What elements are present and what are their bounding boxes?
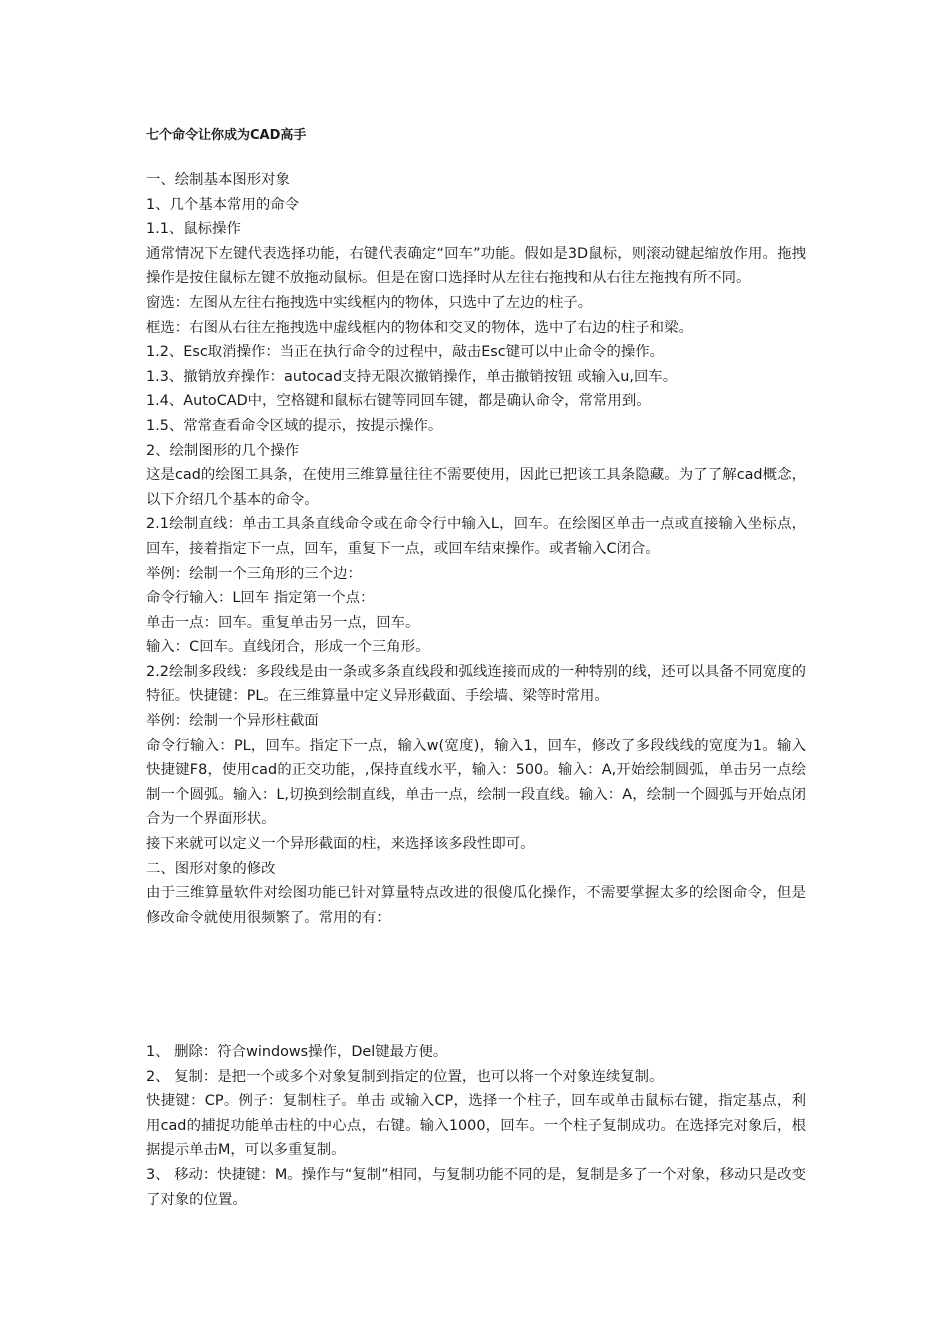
- section-heading: 一、绘制基本图形对象: [146, 172, 290, 188]
- subsection-heading: 2、绘制图形的几个操作: [146, 442, 300, 459]
- paragraph: 由于三维算量软件对绘图功能已针对算量特点改进的很傻瓜化操作，不需要掌握太多的绘图命令，但是修改命令就使用很频繁了。常用的有：: [146, 885, 806, 926]
- paragraph: 1.2、Esc取消操作：当正在执行命令的过程中，敲击Esc键可以中止命令的操作。: [146, 344, 665, 361]
- paragraph: 1.3、撤销放弃操作：autocad支持无限次撤销操作，单击撤销按钮 或输入u,回车。: [146, 368, 678, 385]
- list-item: 2、 复制：是把一个或多个对象复制到指定的位置，也可以将一个对象连续复制。: [146, 1068, 664, 1085]
- document-body-section-a: [146, 168, 806, 930]
- subsection-heading: 1.1、鼠标操作: [146, 221, 241, 238]
- document-title: 七个命令让你成为CAD高手: [146, 128, 307, 143]
- paragraph: 窗选：左图从左往右拖拽选中实线框内的物体，只选中了左边的柱子。: [146, 294, 593, 311]
- paragraph: 这是cad的绘图工具条，在使用三维算量往往不需要使用，因此已把该工具条隐藏。为了了解cad概念，以下介绍几个基本的命令。: [146, 467, 806, 508]
- section-heading: 二、图形对象的修改: [146, 860, 276, 877]
- paragraph: 2.1绘制直线：单击工具条直线命令或在命令行中输入L，回车。在绘图区单击一点或直接输入坐标点，回车，接着指定下一点，回车，重复下一点，或回车结束操作。或者输入C闭合。: [146, 516, 806, 557]
- paragraph: 命令行输入：PL，回车。指定下一点，输入w(宽度)，输入1，回车，修改了多段线线的宽度为1。输入快捷键F8，使用cad的正交功能，,保持直线水平，输入：500。输入：A,开始绘制圆弧，单击另一点绘制一个圆弧。输入：L,切换到绘制直线，单击一点，绘制一段直线。输入：A，绘制一个圆弧与开始点闭合为一个界面形状。: [146, 737, 806, 828]
- paragraph: 举例：绘制一个三角形的三个边：: [146, 565, 362, 582]
- paragraph: 命令行输入：L回车 指定第一个点：: [146, 590, 375, 607]
- subsection-heading: 1、几个基本常用的命令: [146, 196, 300, 213]
- document-body-section-b: [146, 1040, 806, 1212]
- paragraph: 快捷键：CP。例子：复制柱子。单击 或输入CP，选择一个柱子，回车或单击鼠标右键，指定基点，利用cad的捕捉功能单击柱的中心点，右键。输入1000，回车。一个柱子复制成功。在选择完对象后，根据提示单击M，可以多重复制。: [146, 1093, 806, 1159]
- paragraph: 1.4、AutoCAD中，空格键和鼠标右键等同回车键，都是确认命令，常常用到。: [146, 393, 651, 410]
- paragraph: 2.2绘制多段线：多段线是由一条或多条直线段和弧线连接而成的一种特别的线，还可以具备不同宽度的特征。快捷键：PL。在三维算量中定义异形截面、手绘墙、梁等时常用。: [146, 663, 806, 705]
- paragraph: 单击一点：回车。重复单击另一点，回车。: [146, 614, 420, 631]
- paragraph: 输入：C回车。直线闭合，形成一个三角形。: [146, 639, 430, 656]
- paragraph: 通常情况下左键代表选择功能，右键代表确定“回车”功能。假如是3D鼠标，则滚动键起缩放作用。拖拽操作是按住鼠标左键不放拖动鼠标。但是在窗口选择时从左往右拖拽和从右往左拖拽有所不同。: [146, 245, 806, 287]
- list-item: 3、 移动：快捷键：M。操作与“复制”相同，与复制功能不同的是，复制是多了一个对象，移动只是改变了对象的位置。: [146, 1166, 806, 1208]
- list-item: 1、 删除：符合windows操作，Del键最方便。: [146, 1044, 448, 1060]
- paragraph: 接下来就可以定义一个异形截面的柱，来选择该多段性即可。: [146, 836, 535, 853]
- paragraph: 举例：绘制一个异形柱截面: [146, 713, 319, 730]
- paragraph: 框选：右图从右往左拖拽选中虚线框内的物体和交叉的物体，选中了右边的柱子和梁。: [146, 319, 693, 336]
- paragraph: 1.5、常常查看命令区域的提示，按提示操作。: [146, 417, 443, 434]
